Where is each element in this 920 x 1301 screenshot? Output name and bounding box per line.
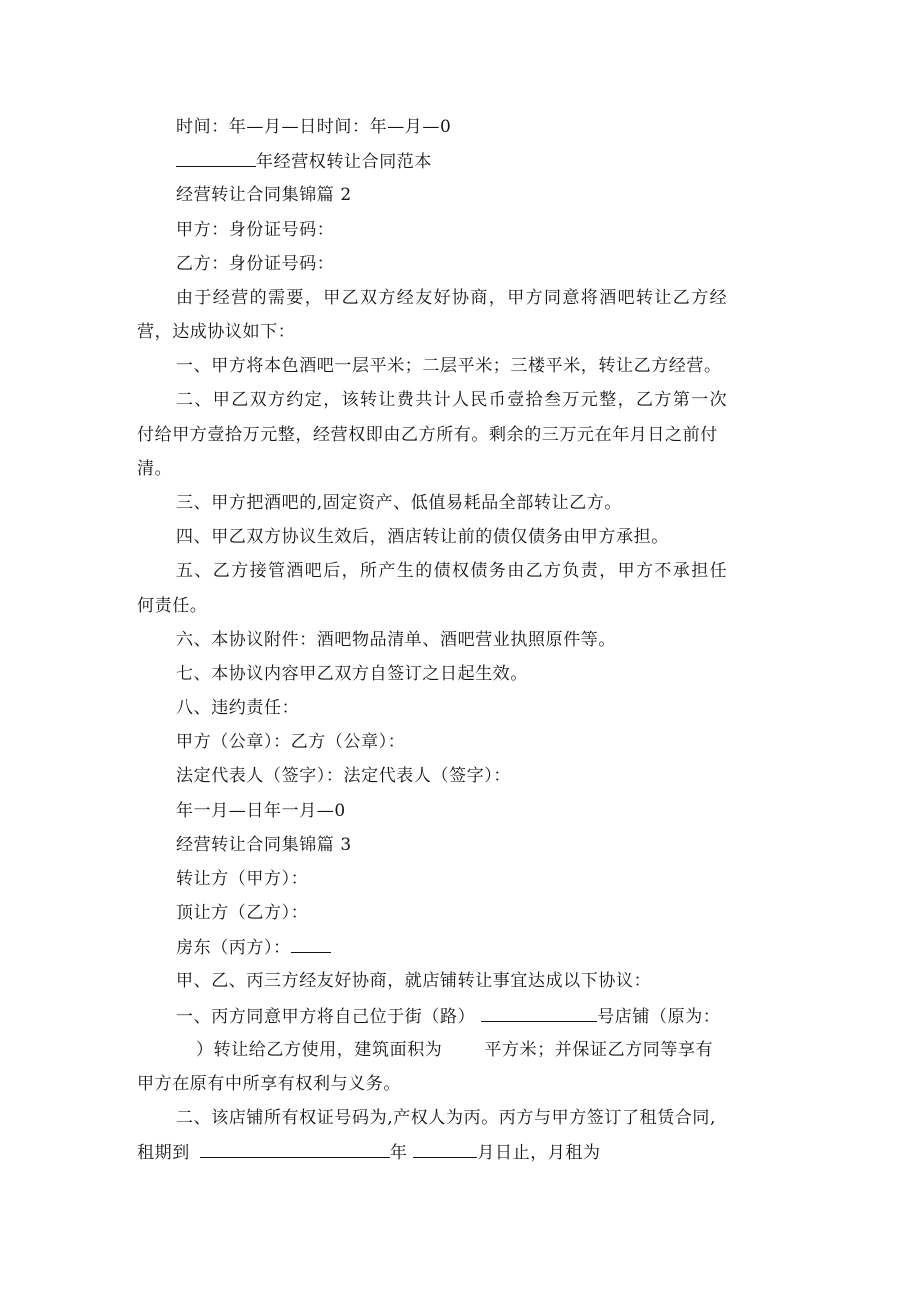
lease-month-blank (413, 1141, 477, 1158)
clause-1: 一、甲方将本色酒吧一层平米；二层平米；三楼平米，转让乙方经营。 (176, 356, 722, 376)
clause-7: 七、本协议内容甲乙双方自签订之日起生效。 (176, 664, 528, 684)
clause-2-continuation: 清。 (137, 459, 173, 479)
landlord-blank (291, 936, 331, 953)
paragraph-line: 由于经营的需要，甲乙双方经友好协商，甲方同意将酒吧转让乙方经 (176, 288, 728, 308)
landlord-label: 房东（丙方）： (176, 938, 291, 958)
clause-2: 二、甲乙双方约定，该转让费共计人民币壹拾叁万元整，乙方第一次 (176, 390, 728, 410)
clause-3-1-part-b: 号店铺（原为： (597, 1007, 721, 1027)
lease-year-blank (200, 1141, 390, 1158)
transferee-line: 顶让方（乙方）： (176, 903, 309, 923)
party-a-id-line: 甲方：身份证号码： (176, 220, 335, 240)
party-b-id-line: 乙方：身份证号码： (176, 254, 335, 274)
section-heading-2: 经营转让合同集锦篇 2 (176, 185, 352, 205)
contract-title-line (176, 150, 432, 173)
area-text: 平方米；并保证乙方同等享有 (484, 1040, 714, 1060)
clause-3-1-continuation (196, 1039, 713, 1061)
clause-4: 四、甲乙双方协议生效后，酒店转让前的债仅债务由甲方承担。 (176, 527, 669, 547)
transferor-line: 转让方（甲方）： (176, 869, 309, 889)
area-label: ）转让给乙方使用，建筑面积为 (196, 1040, 443, 1060)
agreement-intro: 甲、乙、丙三方经友好协商，就店铺转让事宜达成以下协议： (176, 971, 652, 991)
year-blank (176, 150, 256, 167)
clause-3-1-part-a: 一、丙方同意甲方将自己位于街（路） (176, 1007, 476, 1027)
signature-line: 法定代表人（签字）：法定代表人（签字）： (176, 766, 511, 786)
clause-3-1 (176, 1005, 720, 1028)
section-heading-3: 经营转让合同集锦篇 3 (176, 835, 352, 855)
clause-8: 八、违约责任： (176, 698, 300, 718)
seal-line: 甲方（公章）：乙方（公章）： (176, 732, 406, 752)
year-label: 年 (389, 1143, 408, 1163)
time-line: 时间：年—月—日时间：年—月—0 (176, 117, 452, 137)
clause-5-continuation: 何责任。 (137, 596, 208, 616)
landlord-line (176, 936, 331, 959)
contract-title: 年经营权转让合同范本 (256, 152, 432, 172)
clause-3-2: 二、该店铺所有权证号码为,产权人为丙。丙方与甲方签订了租赁合同, (176, 1108, 717, 1128)
clause-5: 五、乙方接管酒吧后，所产生的债权债务由乙方负责，甲方不承担任 (176, 561, 728, 581)
rent-label: 月日止，月租为 (477, 1143, 601, 1163)
clause-3-1-end: 甲方在原有中所享有权利与义务。 (137, 1074, 401, 1094)
paragraph-line: 营，达成协议如下： (137, 322, 296, 342)
lease-term-label: 租期到 (137, 1143, 190, 1163)
lease-term-line (137, 1141, 601, 1164)
clause-2-continuation: 付给甲方壹拾万元整，经营权即由乙方所有。剩余的三万元在年月日之前付 (137, 425, 718, 445)
clause-3: 三、甲方把酒吧的,固定资产、低值易耗品全部转让乙方。 (176, 493, 623, 513)
shop-number-blank (481, 1005, 597, 1022)
clause-6: 六、本协议附件：酒吧物品清单、酒吧营业执照原件等。 (176, 630, 616, 650)
date-line: 年一月—日年一月—0 (176, 801, 346, 821)
